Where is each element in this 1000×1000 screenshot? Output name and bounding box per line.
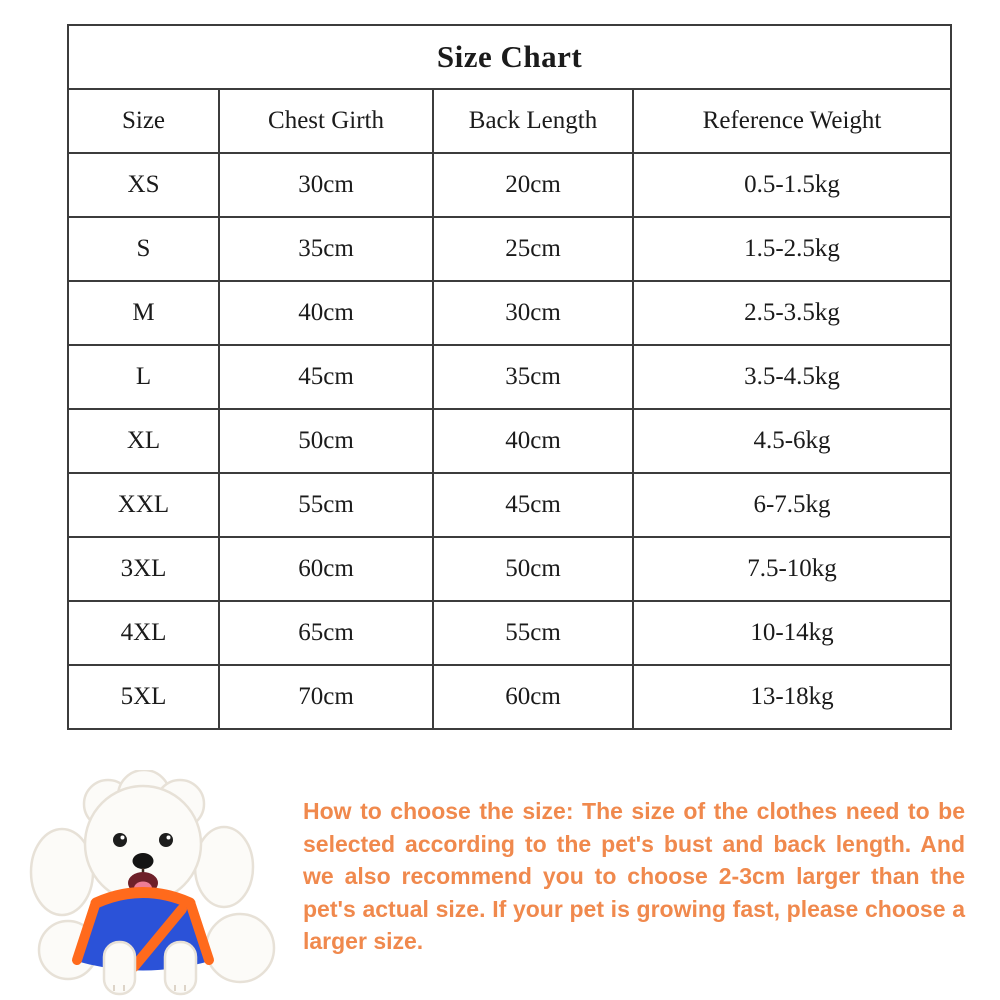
table-row <box>68 409 951 473</box>
cell-weight: 10-14kg <box>633 601 951 665</box>
cell-weight: 6-7.5kg <box>633 473 951 537</box>
cell-chest: 50cm <box>219 409 433 473</box>
col-header-back-length: Back Length <box>433 89 633 153</box>
dog-image <box>12 770 297 998</box>
cell-back: 45cm <box>433 473 633 537</box>
cell-weight: 3.5-4.5kg <box>633 345 951 409</box>
cell-chest: 60cm <box>219 537 433 601</box>
col-header-chest-girth: Chest Girth <box>219 89 433 153</box>
cell-back: 30cm <box>433 281 633 345</box>
cell-size: XXL <box>68 473 219 537</box>
cell-chest: 65cm <box>219 601 433 665</box>
table-row <box>68 345 951 409</box>
dog-illustration <box>12 770 297 998</box>
cell-size: L <box>68 345 219 409</box>
cell-weight: 0.5-1.5kg <box>633 153 951 217</box>
table-row <box>68 153 951 217</box>
cell-weight: 2.5-3.5kg <box>633 281 951 345</box>
table-row <box>68 665 951 729</box>
cell-chest: 40cm <box>219 281 433 345</box>
cell-size: 4XL <box>68 601 219 665</box>
cell-chest: 70cm <box>219 665 433 729</box>
col-header-size: Size <box>68 89 219 153</box>
cell-back: 60cm <box>433 665 633 729</box>
col-header-reference-weight: Reference Weight <box>633 89 951 153</box>
cell-size: XL <box>68 409 219 473</box>
cell-weight: 4.5-6kg <box>633 409 951 473</box>
table-row <box>68 281 951 345</box>
cell-chest: 30cm <box>219 153 433 217</box>
cell-size: 3XL <box>68 537 219 601</box>
cell-chest: 55cm <box>219 473 433 537</box>
size-chart-table <box>67 24 952 730</box>
cell-chest: 45cm <box>219 345 433 409</box>
cell-back: 25cm <box>433 217 633 281</box>
cell-back: 20cm <box>433 153 633 217</box>
cell-weight: 13-18kg <box>633 665 951 729</box>
cell-back: 40cm <box>433 409 633 473</box>
table-row <box>68 473 951 537</box>
cell-size: M <box>68 281 219 345</box>
table-row <box>68 537 951 601</box>
table-title: Size Chart <box>68 25 951 89</box>
table-row <box>68 217 951 281</box>
cell-back: 35cm <box>433 345 633 409</box>
size-note-text: How to choose the size: The size of the clothes need to be selected according to the pet's bust and back length. And we also recommend you to choose 2-3cm larger than the pet's actual size. If your pet is growing fast, please choose a larger size. <box>303 798 965 954</box>
cell-weight: 1.5-2.5kg <box>633 217 951 281</box>
table-row <box>68 601 951 665</box>
cell-weight: 7.5-10kg <box>633 537 951 601</box>
cell-size: XS <box>68 153 219 217</box>
cell-back: 55cm <box>433 601 633 665</box>
table-header-row <box>68 89 951 153</box>
table-title-row <box>68 25 951 89</box>
cell-chest: 35cm <box>219 217 433 281</box>
cell-size: 5XL <box>68 665 219 729</box>
cell-size: S <box>68 217 219 281</box>
cell-back: 50cm <box>433 537 633 601</box>
